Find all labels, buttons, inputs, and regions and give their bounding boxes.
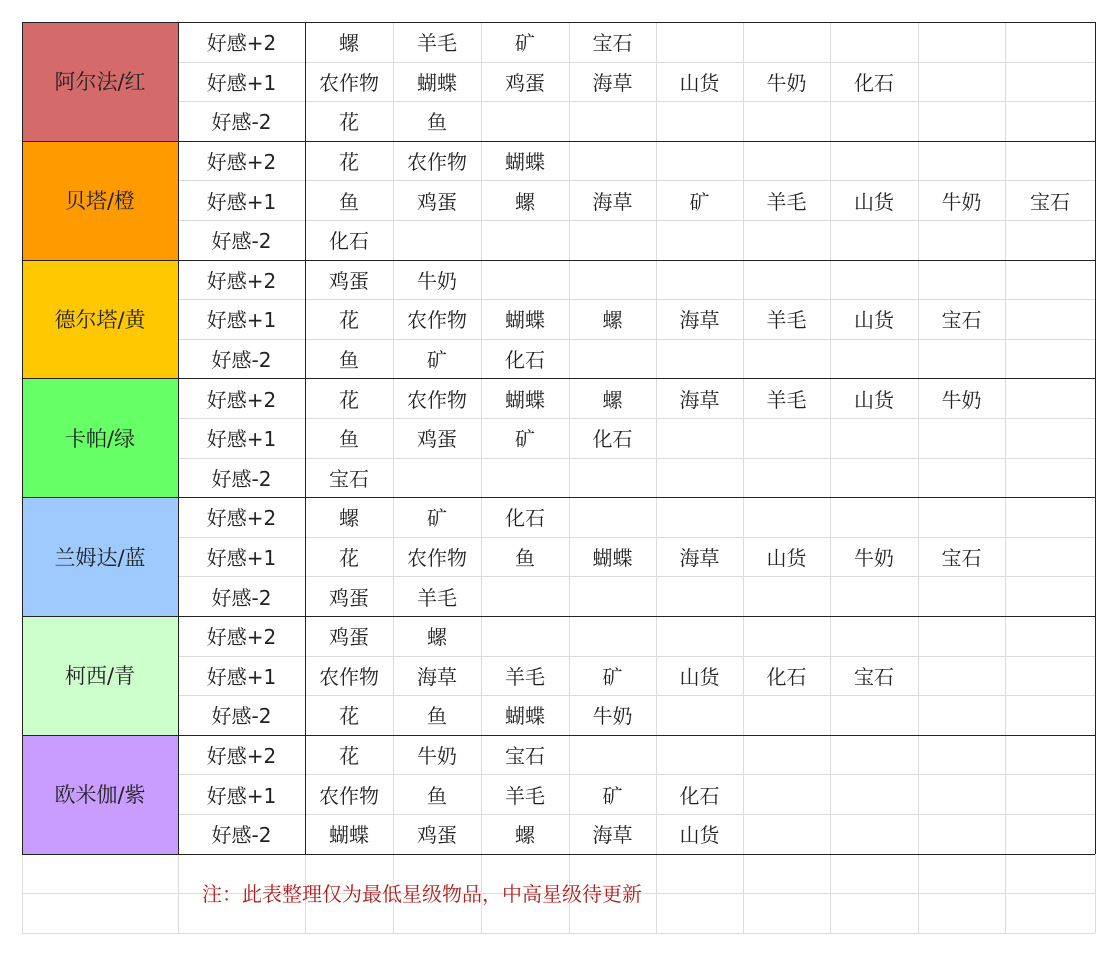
item-cell: 蝴蝶: [592, 546, 633, 571]
group-border: [22, 735, 1095, 736]
item-cell: 宝石: [1030, 189, 1070, 214]
group-border: [22, 141, 1095, 142]
grid-line: [743, 22, 744, 933]
item-cell: 蝴蝶: [505, 308, 545, 333]
item-cell: 鱼: [427, 110, 447, 135]
group-border: [22, 378, 1095, 379]
item-cell: 鱼: [339, 427, 359, 452]
group-border: [22, 497, 1095, 498]
item-cell: 化石: [766, 664, 807, 689]
table-border: [22, 22, 23, 854]
affinity-label: 好感+2: [206, 31, 277, 56]
item-cell: 矿: [515, 427, 535, 452]
item-cell: 花: [339, 704, 359, 729]
item-cell: 螺: [515, 823, 535, 848]
item-cell: 山货: [679, 70, 720, 95]
item-cell: 蝴蝶: [505, 150, 545, 175]
grid-line: [918, 22, 919, 933]
item-cell: 鸡蛋: [417, 823, 457, 848]
item-cell: 农作物: [407, 308, 467, 333]
item-cell: 牛奶: [417, 744, 457, 769]
item-cell: 化石: [505, 506, 545, 531]
item-cell: 鱼: [427, 783, 447, 808]
item-cell: 矿: [427, 348, 447, 373]
item-cell: 山货: [854, 387, 894, 412]
item-cell: 宝石: [941, 546, 982, 571]
item-cell: 鸡蛋: [329, 625, 369, 650]
item-cell: 螺: [515, 189, 535, 214]
character-cell: 兰姆达/蓝: [22, 497, 178, 616]
item-cell: 羊毛: [766, 308, 807, 333]
item-cell: 花: [339, 110, 359, 135]
item-cell: 羊毛: [766, 387, 807, 412]
character-cell: 柯西/青: [22, 616, 178, 735]
item-cell: 宝石: [329, 466, 369, 491]
item-cell: 鸡蛋: [417, 189, 457, 214]
affinity-label: 好感-2: [211, 704, 272, 729]
character-cell: 欧米伽/紫: [22, 735, 178, 854]
group-border: [22, 854, 1095, 855]
item-cell: 羊毛: [417, 31, 457, 56]
item-cell: 山货: [679, 664, 720, 689]
spreadsheet: [22, 22, 1095, 934]
item-cell: 宝石: [941, 308, 982, 333]
item-cell: 矿: [689, 189, 710, 214]
item-cell: 鸡蛋: [505, 70, 545, 95]
affinity-label: 好感+1: [206, 427, 277, 452]
item-cell: 螺: [339, 506, 359, 531]
group-border: [22, 22, 1095, 23]
item-cell: 蝴蝶: [505, 704, 545, 729]
item-cell: 化石: [505, 348, 545, 373]
item-cell: 螺: [427, 625, 447, 650]
grid-line: [1005, 22, 1006, 933]
table-border: [305, 22, 306, 854]
item-cell: 螺: [339, 31, 359, 56]
item-cell: 农作物: [319, 783, 379, 808]
item-cell: 宝石: [854, 664, 894, 689]
item-cell: 山货: [679, 823, 720, 848]
item-cell: 海草: [679, 546, 720, 571]
affinity-label: 好感+1: [206, 783, 277, 808]
grid-line: [830, 22, 831, 933]
affinity-label: 好感-2: [211, 229, 272, 254]
item-cell: 羊毛: [417, 585, 457, 610]
affinity-label: 好感+2: [206, 387, 277, 412]
item-cell: 牛奶: [766, 70, 807, 95]
affinity-label: 好感+1: [206, 664, 277, 689]
item-cell: 矿: [515, 31, 535, 56]
item-cell: 牛奶: [941, 189, 982, 214]
item-cell: 蝴蝶: [505, 387, 545, 412]
item-cell: 鸡蛋: [329, 585, 369, 610]
affinity-label: 好感+2: [206, 744, 277, 769]
character-cell: 德尔塔/黄: [22, 260, 178, 379]
item-cell: 海草: [679, 308, 720, 333]
footnote: 注：此表整理仅为最低星级物品，中高星级待更新: [202, 882, 642, 906]
affinity-label: 好感-2: [211, 823, 272, 848]
item-cell: 花: [339, 387, 359, 412]
item-cell: 牛奶: [592, 704, 633, 729]
item-cell: 山货: [766, 546, 807, 571]
item-cell: 宝石: [505, 744, 545, 769]
item-cell: 农作物: [407, 546, 467, 571]
character-cell: 贝塔/橙: [22, 141, 178, 260]
item-cell: 鸡蛋: [329, 268, 369, 293]
item-cell: 花: [339, 546, 359, 571]
item-cell: 海草: [592, 70, 633, 95]
item-cell: 羊毛: [766, 189, 807, 214]
item-cell: 化石: [679, 783, 720, 808]
item-cell: 鱼: [339, 189, 359, 214]
affinity-label: 好感-2: [211, 466, 272, 491]
item-cell: 化石: [592, 427, 633, 452]
item-cell: 鱼: [339, 348, 359, 373]
group-border: [22, 260, 1095, 261]
item-cell: 海草: [592, 823, 633, 848]
item-cell: 农作物: [407, 150, 467, 175]
item-cell: 鸡蛋: [417, 427, 457, 452]
item-cell: 花: [339, 308, 359, 333]
item-cell: 海草: [679, 387, 720, 412]
affinity-label: 好感+1: [206, 70, 277, 95]
table-border: [178, 22, 179, 854]
item-cell: 化石: [854, 70, 894, 95]
item-cell: 牛奶: [854, 546, 894, 571]
character-cell: 阿尔法/红: [22, 22, 178, 141]
affinity-label: 好感+2: [206, 625, 277, 650]
item-cell: 鱼: [427, 704, 447, 729]
item-cell: 牛奶: [417, 268, 457, 293]
character-cell: 卡帕/绿: [22, 378, 178, 497]
item-cell: 农作物: [407, 387, 467, 412]
item-cell: 蝴蝶: [417, 70, 457, 95]
affinity-label: 好感-2: [211, 110, 272, 135]
item-cell: 化石: [329, 229, 369, 254]
affinity-label: 好感-2: [211, 585, 272, 610]
table-border: [1095, 22, 1096, 854]
item-cell: 矿: [602, 664, 623, 689]
item-cell: 羊毛: [505, 664, 545, 689]
item-cell: 宝石: [592, 31, 633, 56]
item-cell: 矿: [602, 783, 623, 808]
affinity-label: 好感+2: [206, 506, 277, 531]
affinity-label: 好感+2: [206, 268, 277, 293]
group-border: [22, 616, 1095, 617]
item-cell: 农作物: [319, 664, 379, 689]
item-cell: 花: [339, 150, 359, 175]
item-cell: 农作物: [319, 70, 379, 95]
grid-line: [22, 933, 1095, 934]
affinity-label: 好感+1: [206, 189, 277, 214]
item-cell: 蝴蝶: [329, 823, 369, 848]
item-cell: 海草: [592, 189, 633, 214]
affinity-label: 好感+2: [206, 150, 277, 175]
item-cell: 牛奶: [941, 387, 982, 412]
item-cell: 海草: [417, 664, 457, 689]
item-cell: 羊毛: [505, 783, 545, 808]
item-cell: 螺: [602, 308, 623, 333]
item-cell: 矿: [427, 506, 447, 531]
item-cell: 花: [339, 744, 359, 769]
affinity-label: 好感+1: [206, 546, 277, 571]
affinity-label: 好感+1: [206, 308, 277, 333]
affinity-label: 好感-2: [211, 348, 272, 373]
item-cell: 螺: [602, 387, 623, 412]
item-cell: 山货: [854, 189, 894, 214]
item-cell: 鱼: [515, 546, 535, 571]
item-cell: 山货: [854, 308, 894, 333]
